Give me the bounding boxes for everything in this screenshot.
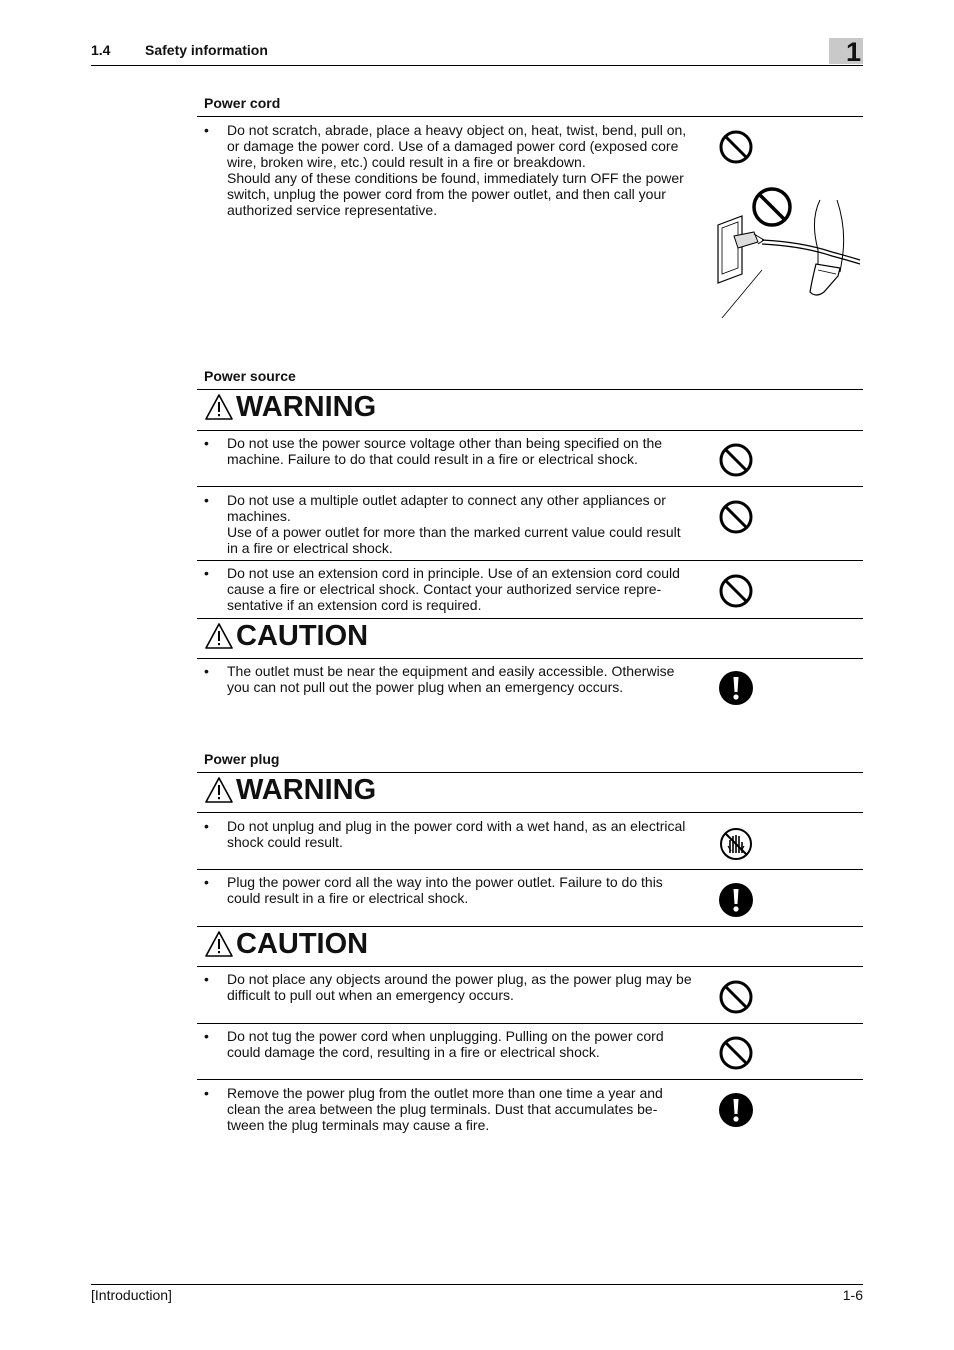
bullet: • — [204, 818, 209, 834]
item-text: Do not use a multiple outlet adapter to connect any other appliances or machines. Use of a power outlet for more than the marked current value could result in a fire or electrical shock. — [227, 492, 681, 556]
caution-banner — [204, 927, 368, 961]
bullet: • — [204, 663, 209, 679]
caution-label: CAUTION — [236, 927, 369, 960]
warning-label: WARNING — [236, 773, 377, 806]
power-plug-warning-1 — [204, 818, 694, 850]
caution-triangle-icon — [204, 622, 234, 650]
power-cord-item — [204, 122, 694, 218]
item-text: Plug the power cord all the way into the power outlet. Failure to do this could result in a fire or electrical shock. — [227, 874, 663, 906]
warning-triangle-icon — [204, 776, 234, 804]
divider — [197, 966, 863, 967]
power-source-caution-1 — [204, 663, 694, 695]
divider — [197, 430, 863, 431]
mandatory-action-icon — [718, 670, 754, 706]
divider — [197, 658, 863, 659]
bullet: • — [204, 122, 209, 138]
power-source-heading: Power source — [204, 368, 296, 384]
power-plug-warning-2 — [204, 874, 694, 906]
power-plug-caution-2 — [204, 1028, 694, 1060]
divider — [197, 1079, 863, 1080]
chapter-number: 1 — [829, 38, 863, 64]
warning-label: WARNING — [236, 390, 377, 423]
bullet: • — [204, 1085, 209, 1101]
section-number: 1.4 — [91, 42, 111, 58]
item-text: Do not use the power source voltage other than being specified on the machine. Failure to do that could result in a fire or electrical shock. — [227, 435, 663, 467]
divider — [197, 1023, 863, 1024]
bullet: • — [204, 435, 209, 451]
bullet: • — [204, 565, 209, 581]
caution-label: CAUTION — [236, 619, 369, 652]
bullet: • — [204, 492, 209, 508]
item-text: Do not place any objects around the power plug, as the power plug may be difficult to pull out when an emergency occurs. — [227, 971, 692, 1003]
page-header — [91, 37, 863, 67]
item-text: Do not use an extension cord in principle. Use of an extension cord could cause a fire or electrical shock. Contact your authorized service repre-sentative if an extension cord is required. — [227, 565, 680, 613]
prohibition-icon — [718, 499, 754, 535]
section-title: Safety information — [145, 42, 268, 58]
power-plug-caution-3 — [204, 1085, 694, 1133]
divider — [197, 486, 863, 487]
power-plug-heading: Power plug — [204, 751, 280, 767]
power-source-warning-1 — [204, 435, 694, 467]
no-wet-hands-icon — [718, 826, 754, 862]
divider — [197, 812, 863, 813]
bullet: • — [204, 971, 209, 987]
item-text: Do not unplug and plug in the power cord with a wet hand, as an electrical shock could result. — [227, 818, 686, 850]
divider — [197, 116, 863, 117]
warning-banner — [204, 390, 376, 424]
warning-banner — [204, 773, 376, 807]
prohibition-icon — [718, 1035, 754, 1071]
bullet: • — [204, 1028, 209, 1044]
prohibition-icon — [718, 129, 754, 165]
power-cord-illustration — [712, 180, 862, 320]
mandatory-action-icon — [718, 882, 754, 918]
power-plug-caution-1 — [204, 971, 694, 1003]
power-cord-heading: Power cord — [204, 95, 281, 111]
item-text: Do not tug the power cord when unplugging. Pulling on the power cord could damage the cord, resulting in a fire or electrical shock. — [227, 1028, 664, 1060]
power-source-warning-2 — [204, 492, 694, 556]
item-text: Do not scratch, abrade, place a heavy object on, heat, twist, bend, pull on, or damage the power cord. Use of a damaged power cord (exposed core wire, broken wire, etc.) could result in a fire or breakdown. Should any of these conditions be found, immediately turn OFF the power switch, unplug the power cord from the power outlet, and then call your authorized service representative. — [227, 122, 687, 218]
bullet: • — [204, 874, 209, 890]
prohibition-icon — [718, 442, 754, 478]
footer-chapter: [Introduction] — [91, 1287, 172, 1303]
caution-banner — [204, 619, 368, 653]
divider — [197, 869, 863, 870]
power-source-warning-3 — [204, 565, 694, 613]
item-text: The outlet must be near the equipment and easily accessible. Otherwise you can not pull out the power plug when an emergency occurs. — [227, 663, 675, 695]
prohibition-icon — [718, 979, 754, 1015]
prohibition-icon — [718, 573, 754, 609]
warning-triangle-icon — [204, 393, 234, 421]
divider — [197, 560, 863, 561]
footer-divider — [91, 1284, 863, 1285]
item-text: Remove the power plug from the outlet more than one time a year and clean the area between the plug terminals. Dust that accumulates be-tween the plug terminals may cause a fire. — [227, 1085, 663, 1133]
caution-triangle-icon — [204, 930, 234, 958]
mandatory-action-icon — [718, 1092, 754, 1128]
page-number: 1-6 — [842, 1287, 863, 1303]
